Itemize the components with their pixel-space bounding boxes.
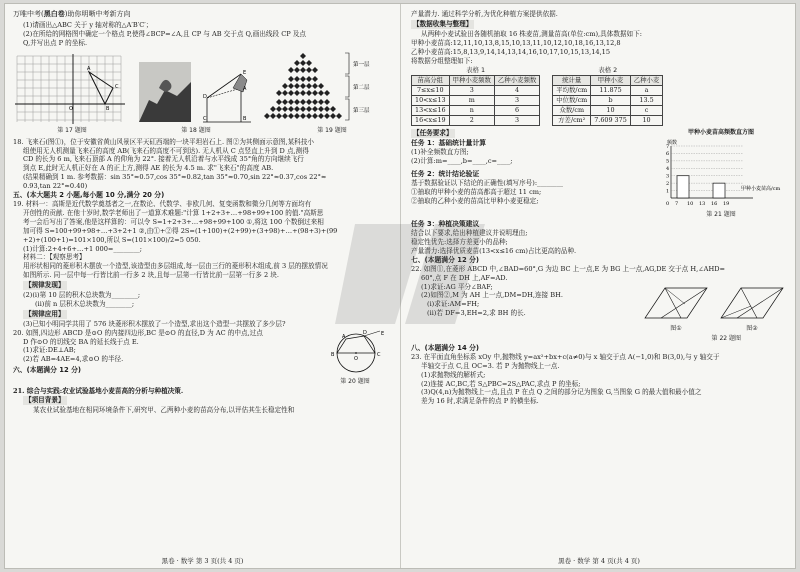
table-cell: 16<x≤19 bbox=[412, 116, 450, 126]
histogram-bar bbox=[677, 176, 689, 198]
q22-line: (ⅰ)求证:AM=FH; bbox=[427, 300, 480, 309]
figure-21 bbox=[657, 128, 785, 220]
task-2-line: 基于数据验证以下结论的正确性(填写序号):________ bbox=[411, 178, 564, 187]
y-tick-label: 2 bbox=[666, 181, 670, 188]
task-1-line: (1)补全频数直方图; bbox=[411, 148, 469, 157]
task-1-block bbox=[411, 128, 791, 220]
brand-series: 黑白卷 bbox=[43, 10, 65, 18]
q18-line: CD 的长为 6 m,飞来石顶部 A 的仰角为 22°. 接着无人机沿着与水平线成 35°角的方向继续飞行 bbox=[23, 155, 304, 164]
table-1-title: 表格 1 bbox=[466, 66, 486, 75]
table-cell: 平均数/cm bbox=[553, 86, 591, 96]
figure-22a-label: 图① bbox=[670, 325, 682, 333]
table-header: 甲种小麦 bbox=[591, 76, 631, 86]
q20-line: (1)求证:DE⊥AB; bbox=[23, 346, 76, 355]
task-1-line: (2)计算:m=____,b=____,c=____; bbox=[411, 157, 513, 166]
task-2-line: ②抽取的乙种小麦的苗高比甲种小麦更稳定; bbox=[411, 196, 539, 205]
rhombus-figure-1 bbox=[641, 284, 711, 324]
table-2-title: 表格 2 bbox=[598, 66, 618, 75]
table-cell: 13.5 bbox=[630, 96, 663, 106]
y-tick-label: 3 bbox=[666, 173, 670, 180]
section-6-heading: 六、(本题满分 12 分) bbox=[13, 366, 81, 375]
svg-text:A: A bbox=[243, 85, 247, 92]
y-tick-label: 4 bbox=[666, 166, 670, 173]
x-tick-label: 16 bbox=[711, 201, 718, 208]
histogram-title: 甲种小麦苗高频数直方图 bbox=[687, 129, 754, 137]
layer-label: 第二层 bbox=[353, 84, 370, 91]
table-cell: 10 bbox=[630, 116, 663, 126]
question-23 bbox=[411, 353, 791, 406]
q19-line: 如图所示. 同一层中每一行皆比前一行多 2 块,且每一层第一行皆比前一层第一行多 2 块. bbox=[23, 271, 279, 280]
q18-line: 18. 飞来石(图①)，位于安徽省黄山风景区平天矼西端的一块平坦岩石上. 图②为其侧面示意图,某科技小 bbox=[13, 137, 314, 146]
table-row bbox=[553, 116, 663, 126]
flying-rock-figure bbox=[137, 52, 255, 126]
x-tick-label: 10 bbox=[687, 201, 694, 208]
q21-line bbox=[13, 387, 394, 396]
figure-18 bbox=[137, 52, 255, 136]
circle-figure bbox=[320, 329, 390, 377]
figure-19-caption: 第 19 题图 bbox=[317, 126, 347, 134]
table-cell: 中位数/cm bbox=[553, 96, 591, 106]
svg-text:D: D bbox=[203, 93, 207, 100]
layer-label: 第一层 bbox=[353, 61, 370, 68]
q19-line: 用形状相同的菱形积木摆放一个造型,该造型由多层组成,每一层由三行的菱形积木组成,前 3 层的摆放情况 bbox=[23, 262, 328, 271]
q19-line: 加可得 S=100+99+98+…+3+2+1 ②,由①+②得 2S=(1+100)+(2+99)+(3+98)+…+(98+3)+(99 bbox=[23, 226, 338, 235]
data-line: 将数据分组整理如下: bbox=[411, 56, 473, 65]
left-page bbox=[5, 4, 401, 569]
q19-line: (2)(ⅰ)第 10 层的积木总块数为________; bbox=[23, 291, 141, 300]
task-3-block bbox=[411, 220, 791, 256]
x-tick-label: 13 bbox=[699, 201, 706, 208]
figures-17-19 bbox=[13, 50, 394, 136]
table-cell: n bbox=[449, 106, 494, 116]
q23-line: 23. 在平面直角坐标系 xOy 中,抛物线 y=ax²+bx+c(a≠0)与 x 轴交于点 A(−1,0)和 B(3,0),与 y 轴交于 bbox=[411, 352, 720, 361]
data-line: 甲种小麦苗高:12,11,10,13,8,15,10,13,11,10,12,10,18,16,13,12,8 bbox=[411, 38, 621, 47]
figure-21-caption: 第 21 题图 bbox=[706, 211, 736, 219]
table-cell: 3 bbox=[494, 96, 539, 106]
table-header: 统计量 bbox=[553, 76, 591, 86]
table-cell: a bbox=[630, 86, 663, 96]
table-row bbox=[553, 106, 663, 116]
tables-row bbox=[411, 66, 791, 126]
q18-line: (结果精确到 1 m. 参考数据：sin 35°≈0.57,cos 35°≈0.82,tan 35°≈0.70,sin 22°≈0.37,cos 22°≈ bbox=[23, 173, 327, 182]
table-cell: 7.609 375 bbox=[591, 116, 631, 126]
table-2 bbox=[552, 66, 663, 126]
q20-line: 20. 如图,四边形 ABCD 是⊙O 的内接四边形,BC 是⊙O 的直径,D 为 AC 的中点,过点 bbox=[13, 328, 263, 337]
q20-line: (2)若 AB=4AE=4,求⊙O 的半径. bbox=[23, 355, 124, 364]
rule-discovery-tag: 【规律发现】 bbox=[25, 281, 65, 290]
table-cell: 13<x≤16 bbox=[412, 106, 450, 116]
brand-name: 万唯中考 bbox=[13, 10, 41, 18]
task-3-title: 任务 3：种植决策建议 bbox=[411, 220, 480, 229]
figure-22a bbox=[641, 284, 711, 334]
svg-text:E: E bbox=[243, 69, 247, 76]
q22-line: (1)求证:AG 平分∠BAF; bbox=[421, 282, 493, 291]
figure-20-caption: 第 20 题图 bbox=[340, 377, 370, 385]
table-cell: c bbox=[630, 106, 663, 116]
svg-text:O: O bbox=[354, 355, 358, 362]
y-tick-label: 7 bbox=[666, 144, 670, 151]
svg-text:E: E bbox=[381, 330, 385, 337]
table-row bbox=[412, 116, 540, 126]
table-cell: 3 bbox=[449, 86, 494, 96]
left-footer: 黑卷 · 数学 第 3 页(共 4 页) bbox=[161, 557, 244, 566]
q17-line: (1)请画出△ABC 关于 y 轴对称的△A′B′C′； bbox=[23, 20, 153, 29]
question-20 bbox=[13, 329, 394, 387]
q23-line: (3)Q(4,n)为抛物线上一点,且点 P 在点 Q 之间的部分记为图象 G,当图象 G 的最大值和最小值之 bbox=[421, 388, 702, 397]
figure-17 bbox=[13, 52, 131, 136]
question-18 bbox=[13, 138, 394, 191]
right-footer: 黑卷 · 数学 第 4 页(共 4 页) bbox=[558, 557, 640, 566]
q19-line: 19. 材料一：高斯是近代数学奠基者之一,在数论、代数学、非欧几何、复变函数和微分几何等方面均有 bbox=[13, 199, 312, 208]
y-tick-label: 6 bbox=[666, 151, 670, 158]
q23-line: 差为 16 时,求满足条件的点 P 的横坐标. bbox=[421, 397, 539, 406]
exam-spread bbox=[4, 3, 796, 569]
svg-text:A: A bbox=[342, 333, 346, 340]
right-page bbox=[401, 4, 796, 569]
question-21-start bbox=[13, 387, 394, 416]
table-header: 乙种小麦 bbox=[630, 76, 663, 86]
table-cell: 方差/cm² bbox=[553, 116, 591, 126]
task-3-line: 产量潜力:选择优质麦苗(13<x≤16 cm)占比更高的品种. bbox=[411, 246, 577, 255]
q17-line: Q,并写出点 P 的坐标. bbox=[23, 38, 88, 47]
q19-line: (1)计算:2+4+6+…+1 000=________; bbox=[23, 244, 143, 253]
task-2-title: 任务 2：统计结论验证 bbox=[411, 169, 480, 178]
task-requirements-tag: 【任务要求】 bbox=[413, 129, 453, 138]
section-5-heading: 五、(本大题共 2 小题,每小题 10 分,满分 20 分) bbox=[13, 191, 165, 200]
q22-line: 60°,点 F 在 DH 上,AF=AD. bbox=[421, 273, 508, 282]
q19-line: 材料二：【观察思考】 bbox=[23, 253, 86, 262]
svg-text:B: B bbox=[331, 351, 335, 358]
x-tick-label: 7 bbox=[675, 201, 679, 208]
table-row bbox=[553, 86, 663, 96]
q20-line: D 作⊙O 的切线交 BA 的延长线于点 E. bbox=[23, 337, 139, 346]
task-3-line: 稳定性优先:选择方差更小的品种; bbox=[411, 237, 508, 246]
table-cell: b bbox=[591, 96, 631, 106]
y-tick-label: 5 bbox=[666, 158, 670, 165]
histogram-bar bbox=[713, 183, 725, 198]
table-header: 苗高分组 bbox=[412, 76, 450, 86]
question-19 bbox=[13, 200, 394, 329]
svg-text:C: C bbox=[115, 83, 119, 90]
table-cell: 10<x≤13 bbox=[412, 96, 450, 106]
page-header: 万唯中考(黑白卷)助你明晰中考新方向 bbox=[13, 10, 131, 18]
table-1 bbox=[411, 66, 540, 126]
rule-application-tag: 【规律应用】 bbox=[25, 309, 65, 318]
q21-title: 21. 综合与实践:农业试验基地小麦苗高的分析与种植决策. bbox=[13, 386, 184, 395]
q23-line: (1)求抛物线的解析式; bbox=[421, 370, 486, 379]
table-row bbox=[412, 86, 540, 96]
figure-18-caption: 第 18 题图 bbox=[181, 126, 211, 134]
table-header: 乙种小麦频数 bbox=[494, 76, 539, 86]
svg-text:C: C bbox=[377, 351, 381, 358]
table-cell: m bbox=[449, 96, 494, 106]
data-line: 从两种小麦试验田各随机抽取 16 株麦苗,测量苗高(单位:cm),具体数据如下: bbox=[421, 29, 642, 38]
q18-line: 0.93,tan 22°≈0.40) bbox=[23, 182, 88, 191]
task-3-line: 结合以下要求,给出种植建议并说明理由; bbox=[411, 229, 528, 238]
table-header: 甲种小麦频数 bbox=[449, 76, 494, 86]
svg-text:B: B bbox=[243, 115, 247, 122]
x-tick-label: 19 bbox=[723, 201, 730, 208]
histogram-chart bbox=[657, 138, 785, 210]
table-cell: 4 bbox=[494, 86, 539, 96]
svg-text:A: A bbox=[87, 65, 91, 72]
question-17 bbox=[13, 21, 394, 48]
data-collection-tag: 【数据收集与整理】 bbox=[413, 19, 473, 28]
table-cell: 2 bbox=[449, 116, 494, 126]
q19-line: +2)+(100+1)=101×100,所以 S=(101×100)/2=5 050. bbox=[23, 235, 201, 244]
brand-tagline: 助你明晰中考新方向 bbox=[67, 10, 131, 18]
layer-label: 第三层 bbox=[353, 107, 370, 114]
q22-line: (ⅱ)若 DF=3,EH=2,求 BH 的长. bbox=[427, 309, 526, 318]
q19-line: (3)已知小明同学共用了 576 块菱形积木摆放了一个造型,求出这个造型一共摆放了多少层? bbox=[23, 319, 286, 328]
histogram-xlabel: 甲种小麦苗高/cm bbox=[741, 186, 781, 193]
svg-text:B: B bbox=[106, 105, 110, 112]
table-row bbox=[553, 96, 663, 106]
svg-text:C: C bbox=[203, 115, 207, 122]
figure-22b-label: 图② bbox=[746, 325, 758, 333]
table-cell: 3 bbox=[494, 116, 539, 126]
table-cell: 10 bbox=[591, 106, 631, 116]
q18-line: 组使用无人机测量飞来石的高度 AB(飞来石的高度不可到达). 无人机从 C 点竖直上升到 D 点,测得 bbox=[23, 146, 309, 155]
figure-22b bbox=[717, 284, 787, 334]
rhombus-layers-figure bbox=[261, 52, 401, 126]
q23-line: 半轴交于点 C,且 OC=3. 若 P 为抛物线上一点. bbox=[421, 361, 560, 370]
q23-line: (2)连接 AC,BC,若 S△PBC=2S△PAC,求点 P 的坐标; bbox=[421, 379, 581, 388]
task-1-title: 任务 1：基础统计量计算 bbox=[411, 139, 487, 148]
table-cell: 7≤x≤10 bbox=[412, 86, 450, 96]
figure-17-caption: 第 17 题图 bbox=[57, 126, 87, 134]
q19-line: 开创性的贡献. 在他十岁时,数学老师出了一道算术难题:"计算 1+2+3+…+98+99+100 的值."高斯思 bbox=[23, 208, 324, 217]
q18-line: 到点 E,此时无人机正好在 A 的正上方,测得 AE 的长为 4.5 m. 求"飞来石"的高度 AB. bbox=[23, 164, 274, 173]
x-tick-label: 0 bbox=[666, 201, 670, 208]
section-8-heading: 八、(本题满分 14 分) bbox=[411, 343, 479, 352]
svg-text:D: D bbox=[363, 329, 367, 336]
right-intro: 产量潜力. 通过科学分析,为优化种植方案提供依据. bbox=[411, 10, 558, 18]
data-line: 乙种小麦苗高:15,8,13,9,14,14,13,14,16,10,17,10,15,13,14,15 bbox=[411, 47, 611, 56]
table-row bbox=[412, 96, 540, 106]
q17-line: (2)在所给的网格图中确定一个格点 P,使得∠BCP=∠A,且 CP 与 AB 交于点 Q,画出线段 CP 及点 bbox=[23, 29, 306, 38]
q19-line: (ⅱ)前 n 层积木总块数为________; bbox=[35, 299, 135, 308]
grid-figure bbox=[13, 52, 131, 126]
table-cell: 众数/cm bbox=[553, 106, 591, 116]
q22-line: (2)如图②,M 为 AH 上一点,DM=DH,连接 BH. bbox=[421, 291, 563, 300]
table-cell: 6 bbox=[494, 106, 539, 116]
section-7-heading: 七、(本题满分 12 分) bbox=[411, 255, 479, 264]
figure-22-caption: 第 22 题图 bbox=[711, 335, 741, 343]
project-background-tag: 【项目背景】 bbox=[25, 396, 65, 405]
q19-line: 考一会后写出了答案,他是这样算的：可以令 S=1+2+3+…+98+99+100 ①,将这 100 个数倒过来相 bbox=[23, 217, 324, 226]
svg-text:O: O bbox=[69, 105, 73, 112]
y-tick-label: 1 bbox=[666, 188, 670, 195]
figure-19 bbox=[261, 52, 401, 136]
q22-line: 22. 如图①,在菱形 ABCD 中,∠BAD=60°,G 为边 BC 上一点,E 为 BG 上一点,AG,DE 交于点 H,∠AHD= bbox=[411, 264, 726, 273]
table-row bbox=[412, 106, 540, 116]
figure-20 bbox=[320, 329, 390, 387]
q21-line: 某农业试验基地在相同环境条件下,研究甲、乙两种小麦的苗高分布,以评估其生长稳定性和 bbox=[33, 406, 295, 415]
rhombus-figure-2 bbox=[717, 284, 787, 324]
histogram-ylabel: 频数 bbox=[667, 140, 678, 147]
task-2-line: ①抽取的甲种小麦的苗高都高于超过 11 cm; bbox=[411, 187, 542, 196]
table-cell: 11.875 bbox=[591, 86, 631, 96]
